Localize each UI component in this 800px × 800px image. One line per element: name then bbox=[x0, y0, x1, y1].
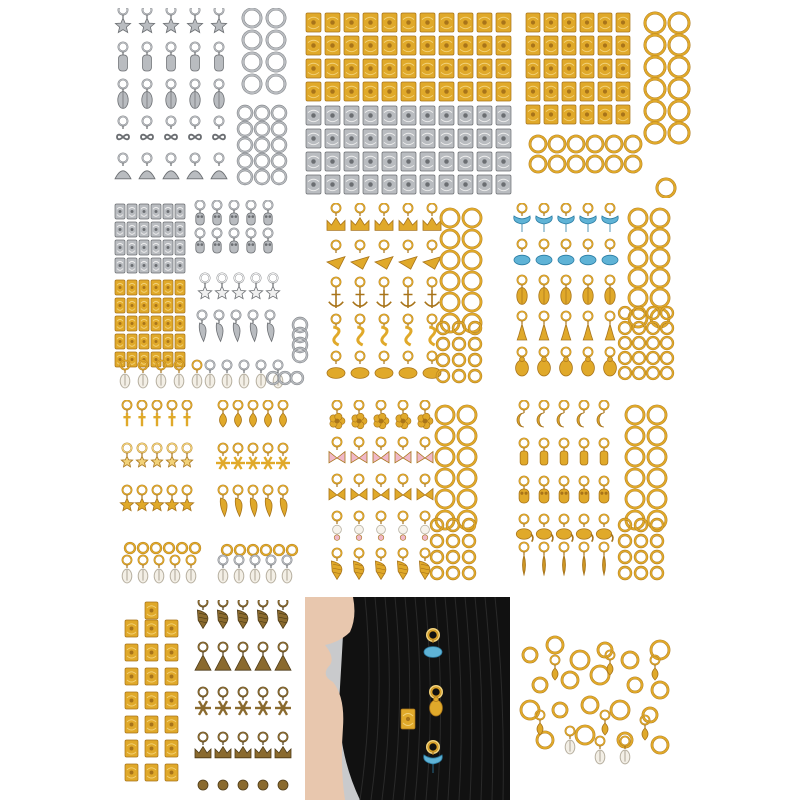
leaf-icon bbox=[250, 413, 257, 427]
seahorse-icon bbox=[357, 327, 363, 345]
starfish-icon bbox=[198, 286, 211, 299]
crown-icon bbox=[327, 218, 345, 231]
leaf-icon bbox=[652, 668, 658, 680]
bead-icon bbox=[167, 55, 176, 71]
butterfly-icon bbox=[329, 452, 345, 463]
turtle-icon bbox=[604, 360, 617, 376]
bead-icon bbox=[540, 451, 548, 465]
conch-icon bbox=[375, 561, 386, 579]
wing-icon bbox=[216, 323, 223, 341]
crown-icon bbox=[423, 218, 441, 231]
conch-icon bbox=[353, 561, 364, 579]
seahorse-icon bbox=[381, 327, 387, 345]
owl-icon bbox=[539, 489, 549, 503]
flower-icon bbox=[357, 419, 362, 424]
tree-icon bbox=[195, 655, 211, 670]
cross-icon bbox=[168, 413, 175, 426]
starfish-icon bbox=[139, 18, 154, 33]
anchor-icon bbox=[353, 290, 367, 308]
whale-icon bbox=[580, 255, 596, 265]
turtle-icon bbox=[582, 360, 595, 376]
owl-icon bbox=[213, 213, 221, 225]
crown-icon bbox=[215, 747, 231, 758]
elephant-icon bbox=[516, 529, 531, 540]
starfish-icon bbox=[121, 456, 132, 467]
leaf-icon bbox=[280, 413, 287, 427]
conch-icon bbox=[331, 561, 342, 579]
panel-gold-cuffs-rings bbox=[520, 8, 695, 198]
whale-tail-icon bbox=[558, 216, 574, 232]
owl-icon bbox=[264, 213, 272, 225]
cuffs-illustration bbox=[300, 8, 515, 198]
starfish-icon bbox=[266, 286, 279, 299]
infinity-icon bbox=[165, 135, 177, 140]
starfish-icon bbox=[115, 18, 130, 33]
seahorse-icon bbox=[333, 327, 339, 345]
mermaid-icon bbox=[561, 324, 571, 340]
panel-silver-starfish-set bbox=[105, 8, 295, 198]
silver-charms-illustration bbox=[105, 8, 295, 198]
wing-icon bbox=[267, 323, 274, 341]
starfish-icon bbox=[166, 456, 177, 467]
scallop-icon bbox=[187, 171, 203, 179]
elephant-icon bbox=[556, 529, 571, 540]
snowflake-icon bbox=[220, 705, 226, 711]
leaf-icon bbox=[602, 723, 608, 735]
turtle-icon bbox=[538, 360, 551, 376]
whale-tail-icon bbox=[580, 216, 596, 232]
crown-icon bbox=[195, 747, 211, 758]
paper-plane-icon bbox=[327, 257, 345, 270]
butterfly-icon bbox=[373, 452, 389, 463]
wing-icon bbox=[199, 323, 206, 341]
snowflake-icon bbox=[221, 461, 226, 466]
leaf-icon bbox=[220, 413, 227, 427]
paper-plane-icon bbox=[399, 257, 417, 270]
conch-icon bbox=[217, 610, 228, 628]
anchor-icon bbox=[425, 290, 439, 308]
snowflake-icon bbox=[200, 705, 206, 711]
conch-icon bbox=[277, 610, 288, 628]
turtle-icon bbox=[516, 360, 529, 376]
conch-icon bbox=[419, 561, 430, 579]
wing-icon bbox=[235, 498, 242, 516]
fish-icon bbox=[375, 368, 393, 379]
cross-icon bbox=[123, 413, 130, 426]
bead-icon bbox=[238, 780, 248, 790]
fish-icon bbox=[327, 368, 345, 379]
whale-tail-icon bbox=[514, 216, 530, 232]
wing-icon bbox=[220, 498, 227, 516]
elephant-icon bbox=[576, 529, 591, 540]
gold-cross-illustration bbox=[115, 400, 305, 600]
panel-gold-silver-cuffs bbox=[300, 8, 515, 198]
snowflake-icon bbox=[251, 461, 256, 466]
gold-feather-illustration bbox=[510, 400, 690, 595]
infinity-icon bbox=[189, 135, 201, 140]
whale-tail-icon bbox=[602, 216, 618, 232]
tree-icon bbox=[235, 655, 251, 670]
starfish-icon bbox=[150, 498, 163, 511]
paper-plane-icon bbox=[351, 257, 369, 270]
owl-icon bbox=[230, 213, 238, 225]
conch-icon bbox=[237, 610, 248, 628]
pearl-icon bbox=[421, 525, 430, 534]
moon-icon bbox=[597, 413, 604, 427]
starfish-icon bbox=[120, 498, 133, 511]
hair bbox=[339, 597, 510, 800]
bead-icon bbox=[520, 451, 528, 465]
butterfly-icon bbox=[417, 489, 433, 500]
bead-icon bbox=[198, 780, 208, 790]
flower-icon bbox=[423, 419, 428, 424]
bead-icon bbox=[191, 55, 200, 71]
cross-icon bbox=[153, 413, 160, 426]
snowflake-icon bbox=[266, 461, 271, 466]
flower-icon bbox=[401, 419, 406, 424]
scallop-icon bbox=[115, 171, 131, 179]
starfish-icon bbox=[181, 456, 192, 467]
cross-icon bbox=[138, 413, 145, 426]
butterfly-icon bbox=[329, 489, 345, 500]
butterfly-icon bbox=[395, 489, 411, 500]
bead-icon bbox=[218, 780, 228, 790]
snowflake-icon bbox=[280, 705, 286, 711]
flower-icon bbox=[335, 419, 340, 424]
panel-gold-crown bbox=[318, 203, 493, 398]
whale-tail-icon bbox=[536, 216, 552, 232]
bead-icon bbox=[119, 55, 128, 71]
leaf-icon bbox=[235, 413, 242, 427]
seahorse-icon bbox=[429, 327, 435, 345]
crown-icon bbox=[375, 218, 393, 231]
gold-cuffs-rings-illustration bbox=[520, 8, 695, 198]
bronze-shell-illustration bbox=[115, 600, 305, 795]
infinity-icon bbox=[117, 135, 129, 140]
conch-icon bbox=[397, 561, 408, 579]
leaf-icon bbox=[642, 728, 648, 740]
leaf-icon bbox=[265, 413, 272, 427]
mixed-charms-illustration bbox=[110, 200, 315, 400]
anchor-icon bbox=[401, 290, 415, 308]
starfish-icon bbox=[151, 456, 162, 467]
scallop-icon bbox=[211, 171, 227, 179]
whale-icon bbox=[514, 255, 530, 265]
infinity-icon bbox=[141, 135, 153, 140]
fish-icon bbox=[399, 368, 417, 379]
owl-icon bbox=[519, 489, 529, 503]
loose-charms-pile-illustration bbox=[510, 630, 690, 770]
infinity-icon bbox=[213, 135, 225, 140]
pearl-icon bbox=[399, 525, 408, 534]
pearl-icon bbox=[355, 525, 364, 534]
seahorse-icon bbox=[405, 327, 411, 345]
pearl-icon bbox=[333, 525, 342, 534]
starfish-icon bbox=[135, 498, 148, 511]
starfish-icon bbox=[165, 498, 178, 511]
bead-icon bbox=[580, 451, 588, 465]
snowflake-icon bbox=[236, 461, 241, 466]
butterfly-icon bbox=[351, 452, 367, 463]
moon-icon bbox=[577, 413, 584, 427]
moon-icon bbox=[557, 413, 564, 427]
moon-icon bbox=[537, 413, 544, 427]
panel-model-photo bbox=[305, 597, 510, 800]
bead-icon bbox=[278, 780, 288, 790]
snowflake-icon bbox=[240, 705, 246, 711]
snowflake-icon bbox=[260, 705, 266, 711]
owl-icon bbox=[247, 241, 255, 253]
wing-icon bbox=[250, 498, 257, 516]
owl-icon bbox=[196, 241, 204, 253]
paper-plane-icon bbox=[375, 257, 393, 270]
anchor-icon bbox=[377, 290, 391, 308]
gold-flower-illustration bbox=[325, 400, 495, 595]
tree-icon bbox=[215, 655, 231, 670]
snowflake-icon bbox=[281, 461, 286, 466]
leaf-icon bbox=[552, 668, 558, 680]
owl-icon bbox=[196, 213, 204, 225]
panel-teal-whale bbox=[510, 203, 690, 393]
crown-icon bbox=[255, 747, 271, 758]
mermaid-icon bbox=[517, 324, 527, 340]
scallop-icon bbox=[163, 171, 179, 179]
tree-icon bbox=[275, 655, 291, 670]
panel-gold-cross bbox=[115, 400, 305, 600]
gold-crown-illustration bbox=[318, 203, 493, 398]
elephant-icon bbox=[536, 529, 551, 540]
wing-icon bbox=[265, 498, 272, 516]
mermaid-icon bbox=[583, 324, 593, 340]
pearl-icon bbox=[377, 525, 386, 534]
turtle-icon bbox=[430, 700, 443, 716]
scallop-icon bbox=[139, 171, 155, 179]
fish-icon bbox=[351, 368, 369, 379]
starfish-icon bbox=[215, 286, 228, 299]
butterfly-icon bbox=[395, 452, 411, 463]
flower-icon bbox=[379, 419, 384, 424]
crown-icon bbox=[351, 218, 369, 231]
wing-icon bbox=[280, 498, 287, 516]
crown-icon bbox=[399, 218, 417, 231]
owl-icon bbox=[599, 489, 609, 503]
owl-icon bbox=[579, 489, 589, 503]
bead-icon bbox=[258, 780, 268, 790]
panel-gold-feather bbox=[510, 400, 690, 595]
cross-icon bbox=[183, 413, 190, 426]
starfish-icon bbox=[163, 18, 178, 33]
model-hair-photo bbox=[305, 597, 510, 800]
owl-icon bbox=[213, 241, 221, 253]
turtle-icon bbox=[560, 360, 573, 376]
bead-icon bbox=[143, 55, 152, 71]
owl-icon bbox=[559, 489, 569, 503]
conch-icon bbox=[197, 610, 208, 628]
panel-mixed-silver-gold bbox=[110, 200, 315, 400]
bead-icon bbox=[215, 55, 224, 71]
butterfly-icon bbox=[417, 452, 433, 463]
crown-icon bbox=[235, 747, 251, 758]
starfish-icon bbox=[211, 18, 226, 33]
starfish-icon bbox=[180, 498, 193, 511]
wing-icon bbox=[250, 323, 257, 341]
paper-plane-icon bbox=[423, 257, 441, 270]
tree-icon bbox=[255, 655, 271, 670]
crown-icon bbox=[275, 747, 291, 758]
starfish-icon bbox=[187, 18, 202, 33]
butterfly-icon bbox=[373, 489, 389, 500]
anchor-icon bbox=[329, 290, 343, 308]
whale-icon bbox=[558, 255, 574, 265]
starfish-icon bbox=[232, 286, 245, 299]
butterfly-icon bbox=[351, 489, 367, 500]
whale-icon bbox=[424, 647, 442, 658]
starfish-icon bbox=[249, 286, 262, 299]
teal-whale-illustration bbox=[510, 203, 690, 393]
owl-icon bbox=[247, 213, 255, 225]
whale-icon bbox=[536, 255, 552, 265]
conch-icon bbox=[257, 610, 268, 628]
owl-icon bbox=[264, 241, 272, 253]
wing-icon bbox=[233, 323, 240, 341]
bead-icon bbox=[600, 451, 608, 465]
bead-icon bbox=[560, 451, 568, 465]
mermaid-icon bbox=[539, 324, 549, 340]
starfish-icon bbox=[136, 456, 147, 467]
moon-icon bbox=[517, 413, 524, 427]
panel-bronze-shell bbox=[115, 600, 305, 795]
whale-icon bbox=[602, 255, 618, 265]
mermaid-icon bbox=[605, 324, 615, 340]
panel-gold-flower bbox=[325, 400, 495, 595]
elephant-icon bbox=[596, 529, 611, 540]
owl-icon bbox=[230, 241, 238, 253]
panel-loose-pile bbox=[510, 630, 690, 770]
